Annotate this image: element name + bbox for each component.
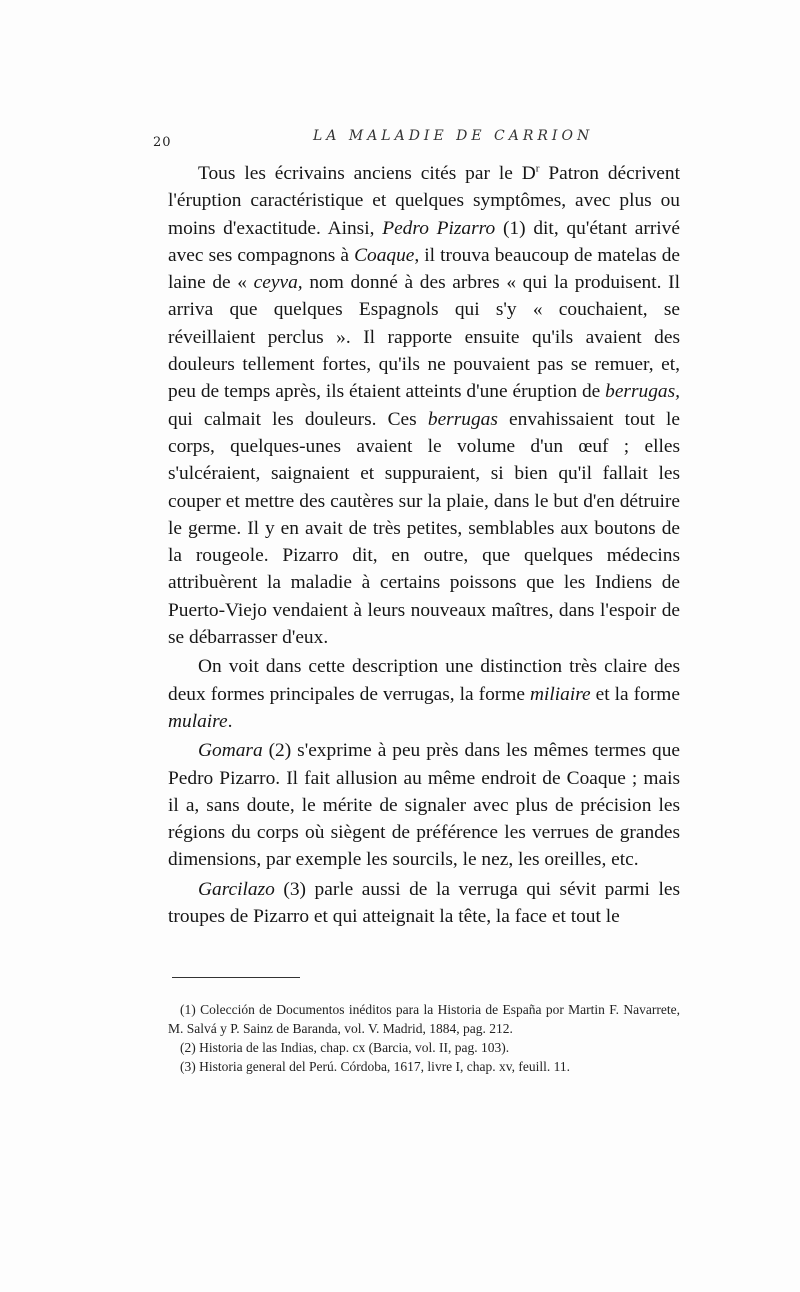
paragraph-1: [168, 160, 680, 651]
paragraph-1-text-3: (1) dit, qu'étant arrivé avec ses compagnons à: [168, 217, 680, 266]
footnotes: [168, 1000, 680, 1076]
paragraph-3-text: (2) s'exprime à peu près dans les mêmes termes que Pedro Pizarro. Il fait allusion au même endroit de Coaque ; mais il a, sans doute, le mérite de signaler avec plus de précision les régions du corps où siègent de préférence les verrues de grandes dimensions, par exemple les sourcils, le nez, les oreilles, etc.: [168, 740, 680, 871]
page-number: 20: [153, 135, 172, 150]
footnote-1: (1) Colección de Documentos inéditos para la Historia de España por Martin F. Navarrete, M. Salvá y P. Sainz de Baranda, vol. V. Madrid, 1884, pag. 212.: [168, 1002, 680, 1036]
paragraph-4: [168, 876, 680, 931]
doctor-abbrev-superscript: r: [535, 162, 540, 175]
running-title: LA MALADIE DE CARRION: [313, 128, 594, 144]
paragraph-1-text-4: , il trouva beaucoup de matelas de laine de «: [168, 244, 680, 294]
paragraph-2-text-3: .: [227, 710, 233, 732]
paragraph-2: [168, 653, 680, 735]
paragraph-1-text-1: Tous les écrivains anciens cités par le D: [198, 163, 536, 184]
paragraph-1-text-7: envahissaient tout le corps, quelques-unes avaient le volume d'un œuf ; elles s'ulcéraient, saignaient et suppuraient, si bien qu'il fallait les couper et mettre des cautères sur la plaie, dans le but d'en détruire le germe. Il y en avait de très petites, semblables aux boutons de la rougeole. Pizarro dit, en outre, que quelques médecins attribuèrent la maladie à certains poissons que les Indiens de Puerto-Viejo vendaient à leurs nouveaux maîtres, dans l'espoir de se débarrasser d'eux.: [168, 408, 680, 649]
term-berrugas: berrugas,: [605, 381, 680, 403]
paragraph-2-text-1: On voit dans cette description une distinction très claire des deux formes principales de verrugas, la forme: [168, 656, 680, 705]
author-name-pizarro: Pedro Pizarro: [382, 217, 496, 239]
term-miliaire: miliaire: [529, 683, 591, 705]
paragraph-3: [168, 737, 680, 873]
body-text: [168, 160, 680, 930]
paragraph-4-text: (3) parle aussi de la verruga qui sévit parmi les troupes de Pizarro et qui atteignait la tête, la face et tout le: [168, 878, 680, 928]
paragraph-1-text-6: qui calmait les douleurs. Ces: [168, 408, 428, 430]
paragraph-1-text-2: Patron décrivent l'éruption caractéristique et quelques symptômes, avec plus ou moins d'exactitude. Ainsi,: [168, 163, 680, 239]
paragraph-2-text-2: et la forme: [590, 683, 680, 705]
footnote-3: (3) Historia general del Perú. Córdoba, 1617, livre I, chap. xv, feuill. 11.: [180, 1059, 571, 1074]
term-berrugas-2: berrugas: [427, 408, 498, 430]
author-name-gomara: Gomara: [198, 740, 263, 762]
term-ceyva: ceyva,: [253, 272, 303, 294]
paragraph-1-text-5: nom donné à des arbres « qui la produisent. Il arriva que quelques Espagnols qui s'y « couchaient, se réveillaient perclus ». Il rapporte ensuite qu'ils avaient des douleurs tellement fortes, qu'ils ne pouvaient pas se remuer, et, peu de temps après, ils étaient atteints d'une éruption de: [168, 272, 680, 403]
footnote-divider: [172, 977, 300, 978]
footnote-2: (2) Historia de las Indias, chap. cx (Barcia, vol. II, pag. 103).: [180, 1040, 510, 1055]
term-mulaire: mulaire: [168, 710, 228, 732]
author-name-garcilazo: Garcilazo: [198, 878, 275, 900]
place-name-coaque: Coaque: [354, 244, 415, 266]
